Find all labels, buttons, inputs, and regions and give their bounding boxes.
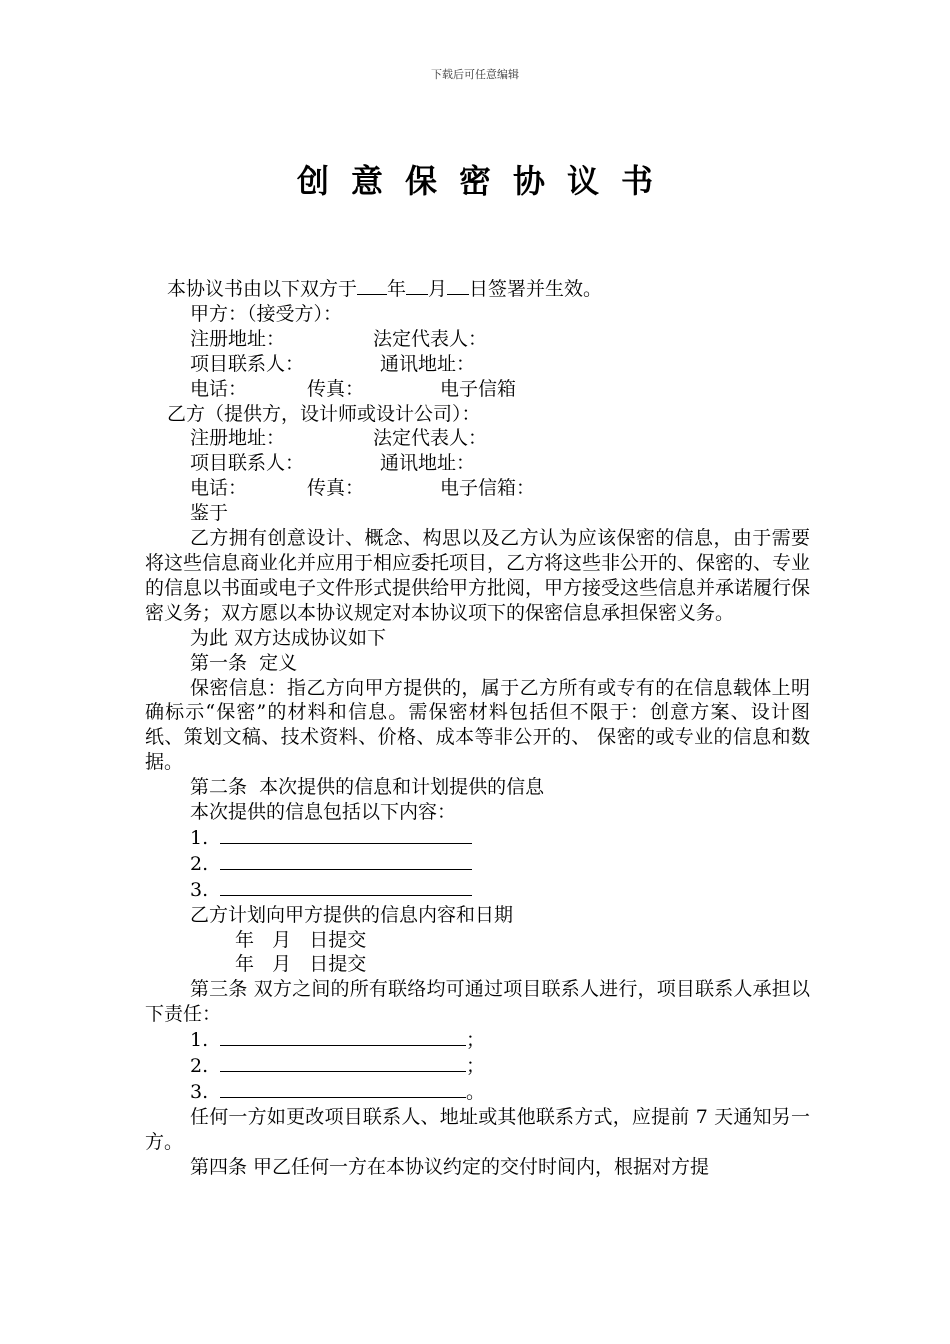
- article-2-heading: 第二条 本次提供的信息和计划提供的信息: [190, 776, 545, 799]
- article-1-heading: 第一条 定义: [190, 651, 298, 674]
- party-b-heading: 乙方（提供方，设计师或设计公司）：: [167, 402, 481, 425]
- article-3-paragraph: 第三条 双方之间的所有联络均可通过项目联系人进行，项目联系人承担以下责任：: [145, 978, 810, 1026]
- article-3-item: 1. ；: [190, 1029, 486, 1052]
- party-b-reg-line: 注册地址： 法定代表人：: [190, 427, 488, 450]
- article-2-plan: 乙方计划向甲方提供的信息内容和日期: [190, 903, 514, 926]
- whereas-heading: 鉴于: [190, 502, 229, 525]
- article-3-item: 2. ；: [190, 1055, 486, 1078]
- article-2-item: 2.: [145, 851, 810, 877]
- article-2-date: 年 月 日提交: [235, 928, 367, 951]
- document-title: 创意保密协议书: [296, 162, 675, 200]
- party-b-phone-line: 电话： 传真： 电子信箱：: [190, 477, 536, 500]
- party-a-heading: 甲方：（接受方）：: [190, 302, 343, 325]
- party-a-reg-line: 注册地址： 法定代表人：: [190, 327, 488, 350]
- header-note: 下载后可任意编辑: [431, 68, 519, 81]
- agreement-line: 为此 双方达成协议如下: [190, 626, 387, 649]
- article-3-item: 3. 。: [190, 1081, 486, 1103]
- article-1-paragraph: 保密信息：指乙方向甲方提供的，属于乙方所有或专有的在信息载体上明确标示“保密”的材料和信息。需保密材料包括但不限于：创意方案、设计图纸、策划文稿、技术资料、价格、成本等非公开的、 保密的或专业的信息和数据。: [145, 676, 810, 774]
- article-2-date: 年 月 日提交: [235, 953, 367, 976]
- article-2-item: 1.: [145, 825, 810, 851]
- party-b-contact-line: 项目联系人： 通讯地址：: [190, 452, 476, 475]
- party-a-contact-line: 项目联系人： 通讯地址：: [190, 352, 476, 375]
- article-4-paragraph: 第四条 甲乙任何一方在本协议约定的交付时间内，根据对方提: [190, 1155, 710, 1178]
- article-2-item: 3.: [145, 877, 810, 903]
- whereas-paragraph: 乙方拥有创意设计、概念、构思以及乙方认为应该保密的信息，由于需要将这些信息商业化并应用于相应委托项目，乙方将这些非公开的、保密的、专业的信息以书面或电子文件形式提供给甲方批阅，甲方接受这些信息并承诺履行保密义务；双方愿以本协议规定对本协议项下的保密信息承担保密义务。: [145, 527, 811, 624]
- party-a-phone-line: 电话： 传真： 电子信箱: [190, 377, 517, 400]
- article-2-sub: 本次提供的信息包括以下内容：: [190, 801, 457, 824]
- document-body: [145, 276, 810, 1180]
- intro-line: 本协议书由以下双方于 年 月 日签署并生效。: [167, 278, 603, 300]
- article-3-notice: 任何一方如更改项目联系人、地址或其他联系方式，应提前 7 天通知另一方。: [145, 1105, 810, 1153]
